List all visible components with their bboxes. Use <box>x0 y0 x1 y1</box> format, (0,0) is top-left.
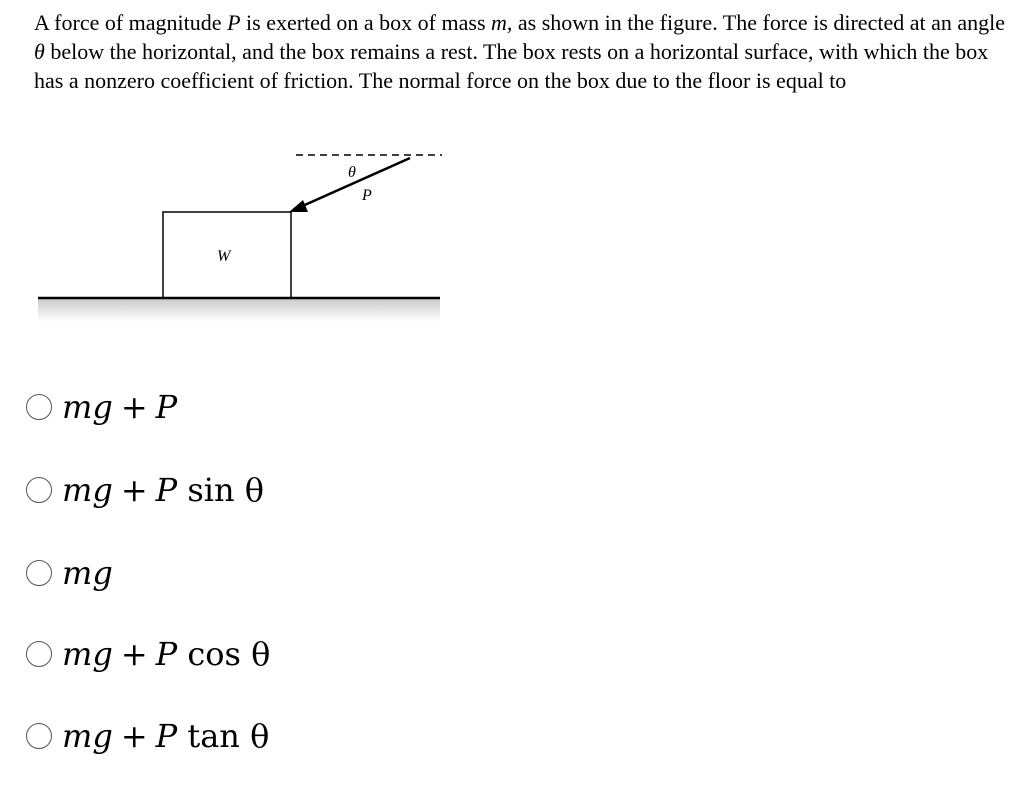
question-text-part: A force of magnitude <box>34 10 228 35</box>
option-trig: sin θ <box>187 471 265 509</box>
option-term-mg: mg <box>62 471 113 509</box>
option-term-p: P <box>155 635 178 673</box>
option-operator: + <box>120 717 148 755</box>
option-term-mg: mg <box>62 717 113 755</box>
option-operator: + <box>120 388 148 426</box>
question-var-p: P <box>227 10 241 35</box>
answer-option[interactable] <box>26 716 269 756</box>
option-label <box>62 554 113 592</box>
option-term-mg: mg <box>62 635 113 673</box>
question-var-m: m, <box>491 10 513 35</box>
question-text-part: is exerted on a box of mass <box>240 10 492 35</box>
answer-option[interactable] <box>26 470 264 510</box>
option-label <box>62 635 270 673</box>
option-trig: tan θ <box>187 717 270 755</box>
question-text-part: below the horizontal, and the box remains a rest. The box rests on a horizontal surface, with which the box has a nonzero coefficient of friction. The normal force on the box due to the floor is equal to <box>34 39 989 93</box>
option-label <box>62 717 269 755</box>
option-operator: + <box>120 635 148 673</box>
option-term-mg: mg <box>62 388 113 426</box>
question-text-part: as shown in the figure. The force is directed at an angle <box>512 10 1005 35</box>
radio-button[interactable] <box>26 641 52 667</box>
force-p-label: P <box>362 187 372 204</box>
option-label <box>62 388 177 426</box>
answer-option[interactable] <box>26 634 270 674</box>
answer-option[interactable] <box>26 387 177 427</box>
option-term-p: P <box>155 717 178 755</box>
option-term-p: P <box>155 388 178 426</box>
option-trig: cos θ <box>187 635 271 673</box>
angle-theta-label: θ <box>348 164 356 181</box>
box-label: W <box>217 248 231 265</box>
question-var-theta: θ <box>34 39 45 64</box>
radio-button[interactable] <box>26 560 52 586</box>
radio-button[interactable] <box>26 723 52 749</box>
option-operator: + <box>120 471 148 509</box>
option-term-p: P <box>155 471 178 509</box>
answer-option[interactable] <box>26 553 113 593</box>
option-term-mg: mg <box>62 554 113 592</box>
radio-button[interactable] <box>26 394 52 420</box>
option-label <box>62 471 264 509</box>
radio-button[interactable] <box>26 477 52 503</box>
